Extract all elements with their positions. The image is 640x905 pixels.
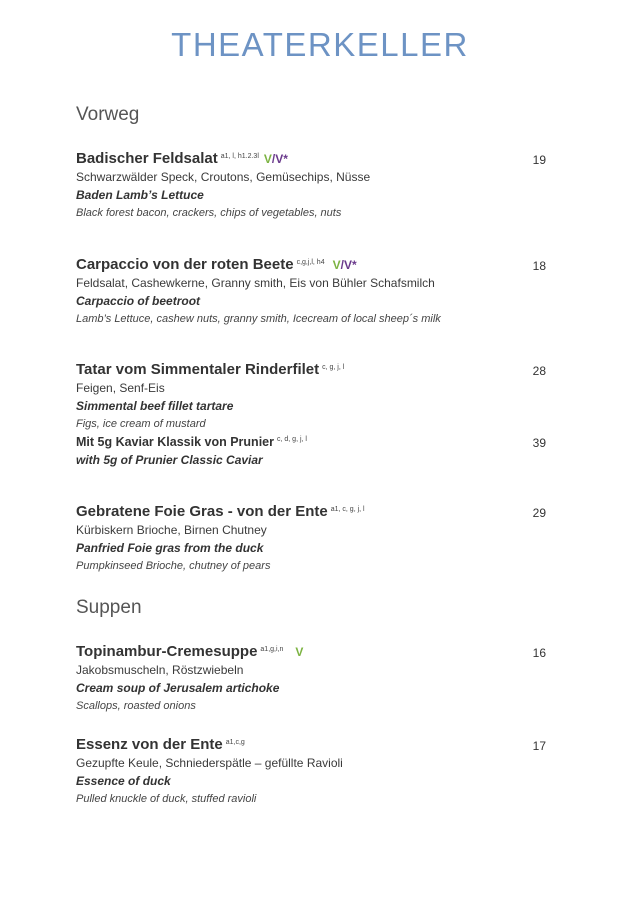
restaurant-title: THEATERKELLER [171,26,469,63]
dish-description: Kürbiskern Brioche, Birnen Chutney [76,523,267,537]
vegan-marker: V* [343,258,357,272]
dish-name [76,361,576,379]
dish-english-description: Black forest bacon, crackers, chips of vegetables, nuts [76,207,342,219]
marker-separator: / [271,152,276,166]
vegetarian-marker-wrap [295,645,303,659]
vegetarian-vegan-marker [264,152,288,166]
menu-item-foie-gras [76,503,576,575]
dish-description: Jakobsmuscheln, Röstzwiebeln [76,663,244,677]
section-heading-suppen: Suppen [76,597,142,618]
dish-name-text: Essenz von der Ente [76,736,223,753]
dish-description: Feldsalat, Cashewkerne, Granny smith, Eis von Bühler Schafsmilch [76,276,435,290]
dish-description: Schwarzwälder Speck, Croutons, Gemüsechips, Nüsse [76,170,371,184]
dish-name [76,150,576,168]
dish-english-description: Pumpkinseed Brioche, chutney of pears [76,560,271,572]
price-feldsalat: 19 [532,153,546,167]
allergen-codes: c,g,j,l, h4 [296,259,325,266]
dish-addon-name [76,433,576,451]
dish-description: Gezupfte Keule, Schniederspätle – gefüllte Ravioli [76,756,343,770]
menu-item-essenz [76,736,576,808]
allergen-codes: a1, l, h1.2.3l [220,153,259,160]
section-heading-vorweg: Vorweg [76,104,140,125]
menu-item-topinambur [76,643,576,715]
dish-name-text: Tatar vom Simmentaler Rinderfilet [76,361,320,378]
allergen-codes: a1, c, g, j, l [330,506,365,513]
dish-english-name: Cream soup of Jerusalem artichoke [76,681,280,695]
price-tatar-caviar: 39 [532,436,546,450]
price-topinambur: 16 [532,646,546,660]
price-tatar: 28 [532,364,546,378]
dish-name [76,256,576,274]
dish-name-text: Badischer Feldsalat [76,150,218,167]
allergen-codes: c, g, j, l [322,364,345,371]
dish-addon-name-text: Mit 5g Kaviar Klassik von Prunier [76,435,274,449]
dish-english-description: Pulled knuckle of duck, stuffed ravioli [76,793,257,805]
dish-english-description: Lamb’s Lettuce, cashew nuts, granny smith, Icecream of local sheep´s milk [76,313,441,325]
price-carpaccio: 18 [532,259,546,273]
dish-name-text: Topinambur-Cremesuppe [76,643,258,660]
dish-english-name: Essence of duck [76,774,171,788]
dish-description: Feigen, Senf-Eis [76,381,165,395]
marker-separator: / [340,258,344,272]
dish-name-text: Gebratene Foie Gras - von der Ente [76,503,328,520]
vegan-marker: V* [275,152,288,166]
menu-item-feldsalat [76,150,576,222]
dish-name [76,736,576,754]
dish-name [76,643,576,661]
dish-name-text: Carpaccio von der roten Beete [76,256,294,273]
dish-english-name: Panfried Foie gras from the duck [76,541,264,555]
price-foie-gras: 29 [532,506,546,520]
dish-english-name: Baden Lamb’s Lettuce [76,188,204,202]
price-essenz: 17 [532,739,546,753]
vegetarian-marker: V [263,152,272,166]
dish-english-description: Scallops, roasted onions [76,700,196,712]
dish-english-name: Carpaccio of beetroot [76,294,201,308]
allergen-codes: a1,g,i,n [260,646,284,653]
vegetarian-vegan-marker [333,258,357,272]
dish-addon-english-name: with 5g of Prunier Classic Caviar [76,453,263,467]
menu-item-tatar [76,361,576,469]
menu-item-carpaccio [76,256,576,328]
allergen-codes: a1,c,g [225,739,245,746]
dish-name [76,503,576,521]
vegetarian-marker: V [295,645,304,659]
dish-english-name: Simmental beef fillet tartare [76,399,234,413]
allergen-codes: c, d, g, j, l [277,436,307,443]
dish-english-description: Figs, ice cream of mustard [76,418,206,430]
vegetarian-marker: V [332,258,341,272]
